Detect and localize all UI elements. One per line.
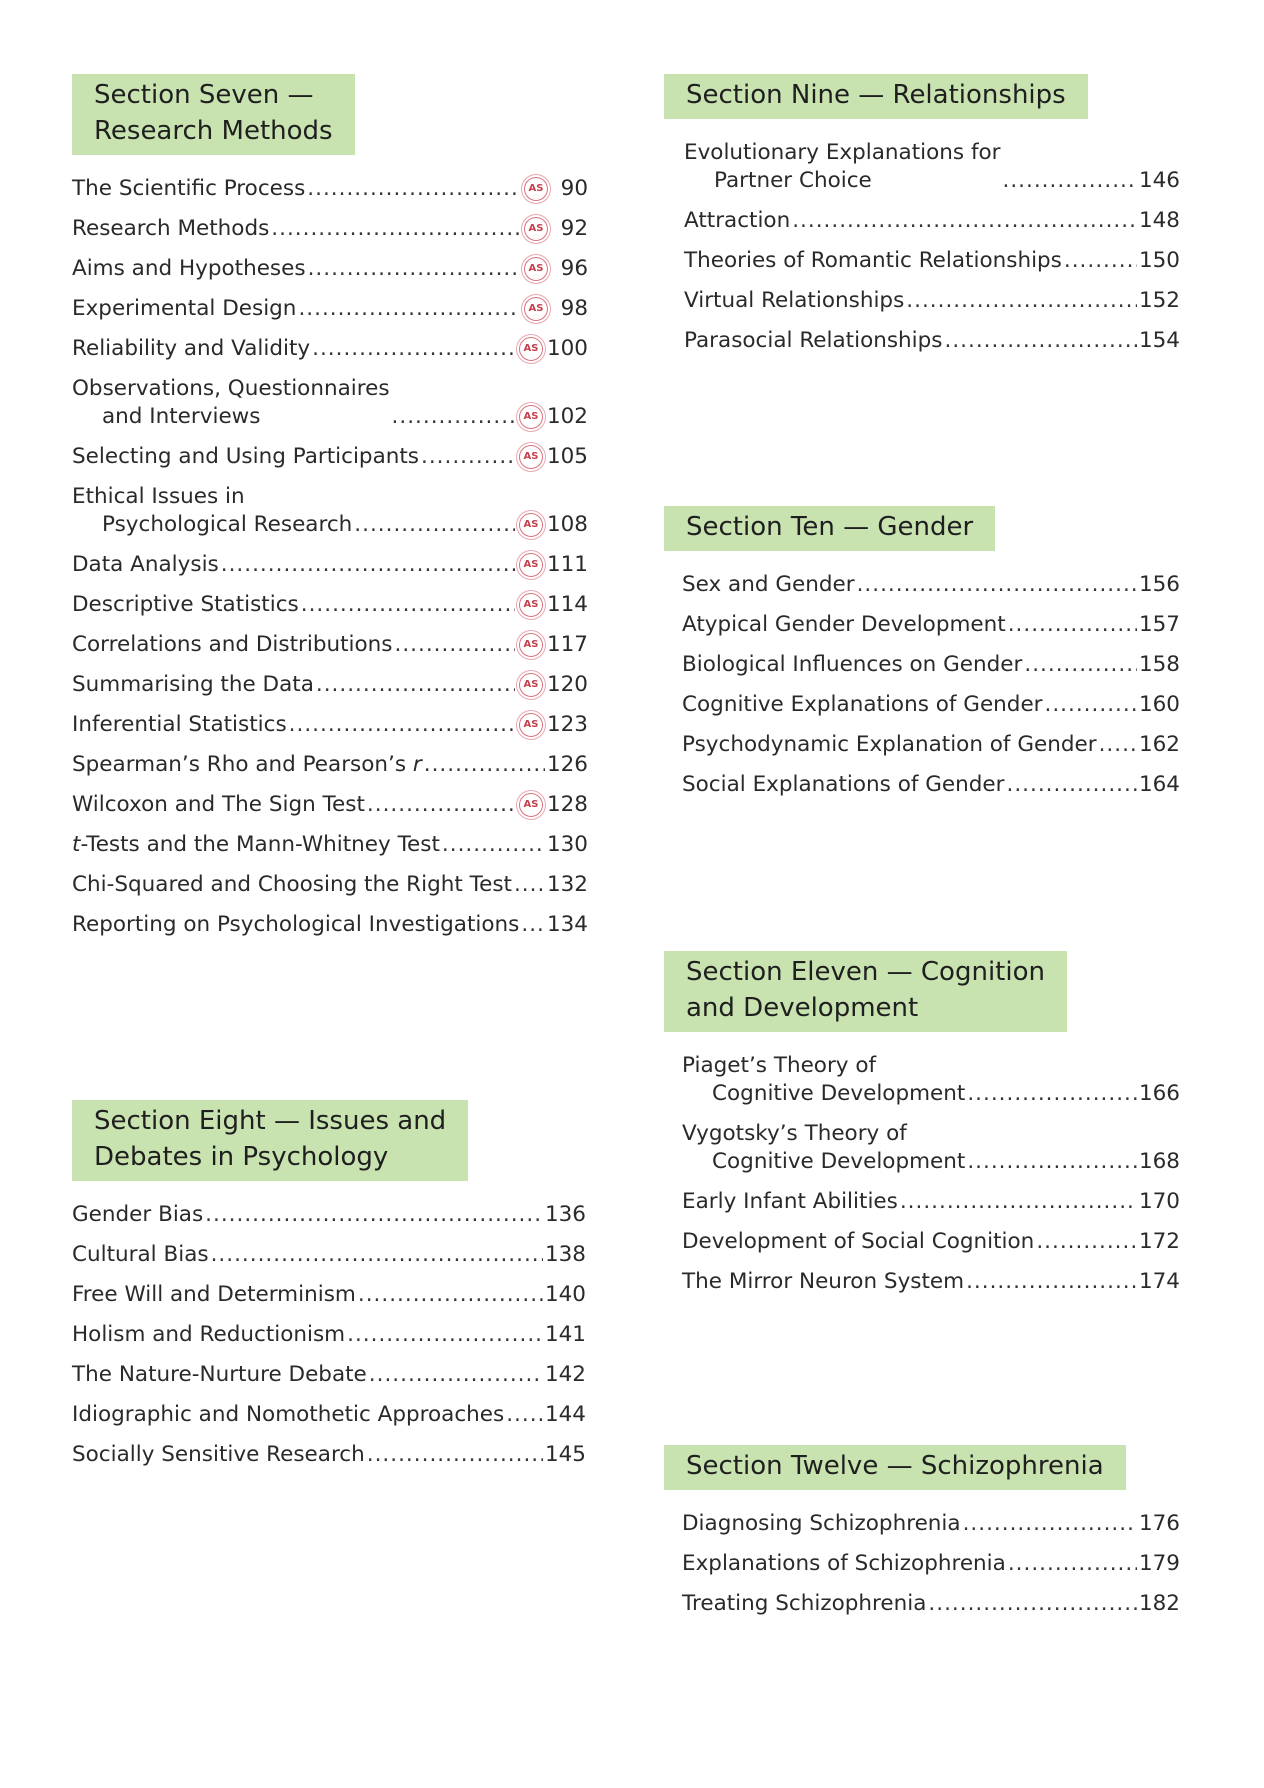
toc-entry[interactable] [72,1201,586,1229]
leader-dots [392,403,515,431]
toc-entry[interactable] [72,443,588,471]
leader-dots [271,215,520,243]
page-number: 176 [1138,1511,1180,1536]
page-number: 105 [546,444,588,469]
entry-title-line-2: Cognitive Development [712,1081,966,1106]
toc-entry[interactable] [682,1268,1180,1296]
toc-entry[interactable] [72,375,588,431]
entry-title-line-2: Cognitive Development [712,1149,966,1174]
toc-list [72,1201,586,1469]
toc-entry[interactable] [72,631,588,659]
leader-dots [1064,247,1137,275]
entry-title [684,139,1001,195]
entry-title: Inferential Statistics [72,712,287,737]
entry-title [682,1052,965,1108]
as-badge-icon: AS [519,405,543,429]
page-number: 111 [546,552,588,577]
section-seven [72,74,588,951]
section-nine [664,74,1180,367]
leader-dots [967,1148,1137,1176]
section-header [664,1445,1126,1490]
leader-dots [506,1401,543,1429]
page-number: 157 [1138,612,1180,637]
leader-dots [308,255,520,283]
leader-dots [521,911,545,939]
entry-title: Reliability and Validity [72,336,311,361]
entry-title [72,483,352,539]
page-number: 126 [546,752,588,777]
toc-entry[interactable] [682,1590,1180,1618]
page-number: 114 [546,592,588,617]
entry-title: Cultural Bias [72,1242,209,1267]
toc-entry[interactable] [72,1361,586,1389]
entry-title: Experimental Design [72,296,297,321]
entry-title-line-1: Ethical Issues in [72,484,245,509]
page-number: 142 [544,1362,586,1387]
toc-entry[interactable] [684,207,1180,235]
page-number: 156 [1138,572,1180,597]
entry-title: Research Methods [72,216,270,241]
entry-title: Early Infant Abilities [682,1189,898,1214]
entry-title-text: Spearman’s Rho and Pearson’s [72,752,413,777]
leader-dots [514,871,545,899]
entry-title: Wilcoxon and The Sign Test [72,792,365,817]
page-number: 158 [1138,652,1180,677]
page-number: 162 [1138,732,1180,757]
toc-entry[interactable] [72,1401,586,1429]
section-title-line-1: Section Eight — Issues and [94,1106,447,1136]
page-number: 96 [560,256,588,281]
entry-title-italic: t [72,832,81,857]
entry-title: Free Will and Determinism [72,1282,356,1307]
page-number: 123 [546,712,588,737]
entry-title-line-1: Evolutionary Explanations for [684,140,1001,165]
page-number: 150 [1138,248,1180,273]
as-badge-icon: AS [524,177,548,201]
toc-list [72,175,588,939]
as-badge-icon: AS [519,673,543,697]
entry-title [72,831,440,859]
page-number: 120 [546,672,588,697]
toc-entry[interactable] [682,611,1180,639]
entry-title: Diagnosing Schizophrenia [682,1511,961,1536]
page-number: 141 [544,1322,586,1347]
entry-title: Summarising the Data [72,672,314,697]
section-title-line-1: Section Eleven — Cognition [686,957,1045,987]
page-number: 136 [544,1202,586,1227]
leader-dots [369,1361,543,1389]
as-badge-icon: AS [519,593,543,617]
leader-dots [442,831,545,859]
entry-title-line-2: Partner Choice [714,168,872,193]
entry-title [682,1120,965,1176]
toc-entry[interactable] [72,791,588,819]
section-title-line-1: Section Twelve — Schizophrenia [686,1451,1104,1481]
as-badge-icon: AS [519,793,543,817]
toc-entry[interactable] [72,483,588,539]
entry-title: Reporting on Psychological Investigations [72,912,520,937]
as-badge-icon: AS [519,713,543,737]
toc-list [664,139,1180,355]
toc-entry[interactable] [72,871,588,899]
toc-entry[interactable] [72,671,588,699]
entry-title: Descriptive Statistics [72,592,299,617]
section-eight [72,1100,586,1481]
toc-entry[interactable] [72,911,588,939]
leader-dots [424,751,545,779]
toc-entry[interactable] [682,1052,1180,1108]
toc-entry[interactable] [72,1241,586,1269]
toc-entry[interactable] [72,295,588,323]
entry-title: Selecting and Using Participants [72,444,420,469]
section-twelve [664,1445,1180,1630]
entry-title: Biological Influences on Gender [682,652,1023,677]
leader-dots [900,1188,1137,1216]
leader-dots [307,175,520,203]
entry-title: Social Explanations of Gender [682,772,1005,797]
leader-dots [966,1268,1137,1296]
section-header [664,506,995,551]
leader-dots [301,591,515,619]
toc-list [664,571,1180,799]
toc-entry[interactable] [682,771,1180,799]
page-number: 148 [1138,208,1180,233]
as-badge-icon: AS [524,217,548,241]
toc-list [664,1052,1180,1296]
entry-title: Atypical Gender Development [682,612,1006,637]
page-number: 164 [1138,772,1180,797]
page-number: 92 [560,216,588,241]
page-number: 128 [546,792,588,817]
page-number: 134 [546,912,588,937]
leader-dots [963,1510,1137,1538]
leader-dots [316,671,515,699]
leader-dots [1045,691,1137,719]
entry-title: Development of Social Cognition [682,1229,1035,1254]
section-title-line-1: Section Seven — [94,80,314,110]
as-badge-icon: AS [524,297,548,321]
toc-entry[interactable] [684,247,1180,275]
as-badge-icon: AS [519,337,543,361]
section-header [664,951,1067,1032]
leader-dots [1003,167,1137,195]
leader-dots [312,335,515,363]
entry-title: The Mirror Neuron System [682,1269,965,1294]
toc-entry[interactable] [72,1281,586,1309]
section-title-line-1: Section Nine — Relationships [686,80,1066,110]
entry-title: Sex and Gender [682,572,855,597]
entry-title: Theories of Romantic Relationships [684,248,1062,273]
entry-title: Idiographic and Nomothetic Approaches [72,1402,505,1427]
toc-entry[interactable] [72,551,588,579]
entry-title: Attraction [684,208,791,233]
leader-dots [857,571,1137,599]
toc-list [664,1510,1180,1618]
page-number: 117 [546,632,588,657]
page-number: 138 [544,1242,586,1267]
page-number: 160 [1138,692,1180,717]
leader-dots [1036,1228,1137,1256]
leader-dots [1008,1550,1137,1578]
toc-entry[interactable] [682,1120,1180,1176]
toc-entry[interactable] [682,1510,1180,1538]
leader-dots [1007,771,1137,799]
toc-entry[interactable] [72,335,588,363]
leader-dots [205,1201,543,1229]
page-number: 140 [544,1282,586,1307]
section-title-line-2: Research Methods [94,116,333,146]
as-badge-icon: AS [519,513,543,537]
entry-title: Data Analysis [72,552,219,577]
section-title-line-2: Debates in Psychology [94,1142,389,1172]
as-badge-icon: AS [519,553,543,577]
toc-entry[interactable] [72,1321,586,1349]
page-number: 130 [546,832,588,857]
leader-dots [211,1241,543,1269]
page-number: 172 [1138,1229,1180,1254]
entry-title: The Scientific Process [72,176,306,201]
toc-entry[interactable] [682,1550,1180,1578]
entry-title: Psychodynamic Explanation of Gender [682,732,1097,757]
leader-dots [298,295,520,323]
leader-dots [395,631,515,659]
page-number: 170 [1138,1189,1180,1214]
page-number: 98 [560,296,588,321]
toc-entry[interactable] [684,139,1180,195]
page-number: 174 [1138,1269,1180,1294]
leader-dots [906,287,1137,315]
entry-title-line-1: Piaget’s Theory of [682,1053,877,1078]
toc-entry[interactable] [682,731,1180,759]
page-number: 152 [1138,288,1180,313]
leader-dots [967,1080,1137,1108]
leader-dots [347,1321,543,1349]
section-title-line-1: Section Ten — Gender [686,512,974,542]
toc-entry[interactable] [684,327,1180,355]
toc-entry[interactable] [72,711,588,739]
section-header [72,74,355,155]
entry-title: Cognitive Explanations of Gender [682,692,1043,717]
leader-dots [928,1590,1137,1618]
entry-title: Gender Bias [72,1202,204,1227]
toc-entry[interactable] [682,651,1180,679]
toc-entry[interactable] [72,215,588,243]
section-header [664,74,1088,119]
entry-title: Explanations of Schizophrenia [682,1551,1006,1576]
leader-dots [1099,731,1137,759]
leader-dots [367,791,515,819]
toc-entry[interactable] [684,287,1180,315]
page-number: 168 [1138,1149,1180,1174]
page-number: 132 [546,872,588,897]
page-number: 90 [560,176,588,201]
entry-title-line-1: Vygotsky’s Theory of [682,1121,907,1146]
leader-dots [945,327,1137,355]
leader-dots [367,1441,543,1469]
leader-dots [792,207,1137,235]
entry-title [72,375,390,431]
leader-dots [289,711,515,739]
entry-title [72,751,422,779]
as-badge-icon: AS [519,633,543,657]
entry-title: Virtual Relationships [684,288,905,313]
toc-entry[interactable] [72,255,588,283]
toc-entry[interactable] [72,175,588,203]
toc-entry[interactable] [682,571,1180,599]
leader-dots [221,551,515,579]
leader-dots [358,1281,543,1309]
entry-title-line-2: and Interviews [102,404,261,429]
leader-dots [354,511,515,539]
entry-title: Treating Schizophrenia [682,1591,927,1616]
section-header [72,1100,468,1181]
as-badge-icon: AS [524,257,548,281]
entry-title: Correlations and Distributions [72,632,393,657]
page-number: 154 [1138,328,1180,353]
entry-title-italic: r [412,752,422,777]
toc-entry[interactable] [72,751,588,779]
page-number: 182 [1138,1591,1180,1616]
page-number: 102 [546,404,588,429]
entry-title: Chi-Squared and Choosing the Right Test [72,872,512,897]
entry-title: Parasocial Relationships [684,328,943,353]
section-ten [664,506,1180,811]
page-number: 144 [544,1402,586,1427]
toc-entry[interactable] [682,1228,1180,1256]
entry-title: Aims and Hypotheses [72,256,306,281]
entry-title-text: -Tests and the Mann-Whitney Test [80,832,440,857]
leader-dots [1024,651,1137,679]
page-number: 146 [1138,168,1180,193]
section-eleven [664,951,1180,1308]
toc-entry[interactable] [72,831,588,859]
section-title-line-2: and Development [686,993,919,1023]
leader-dots [421,443,515,471]
entry-title: Holism and Reductionism [72,1322,346,1347]
entry-title-line-2: Psychological Research [102,512,353,537]
leader-dots [1008,611,1137,639]
page-number: 166 [1138,1081,1180,1106]
entry-title: Socially Sensitive Research [72,1442,365,1467]
entry-title-line-1: Observations, Questionnaires [72,376,390,401]
toc-entry[interactable] [682,1188,1180,1216]
entry-title: The Nature-Nurture Debate [72,1362,367,1387]
as-badge-icon: AS [519,445,543,469]
page-number: 145 [544,1442,586,1467]
toc-entry[interactable] [682,691,1180,719]
toc-entry[interactable] [72,1441,586,1469]
toc-entry[interactable] [72,591,588,619]
page-number: 108 [546,512,588,537]
page-number: 179 [1138,1551,1180,1576]
page-number: 100 [546,336,588,361]
